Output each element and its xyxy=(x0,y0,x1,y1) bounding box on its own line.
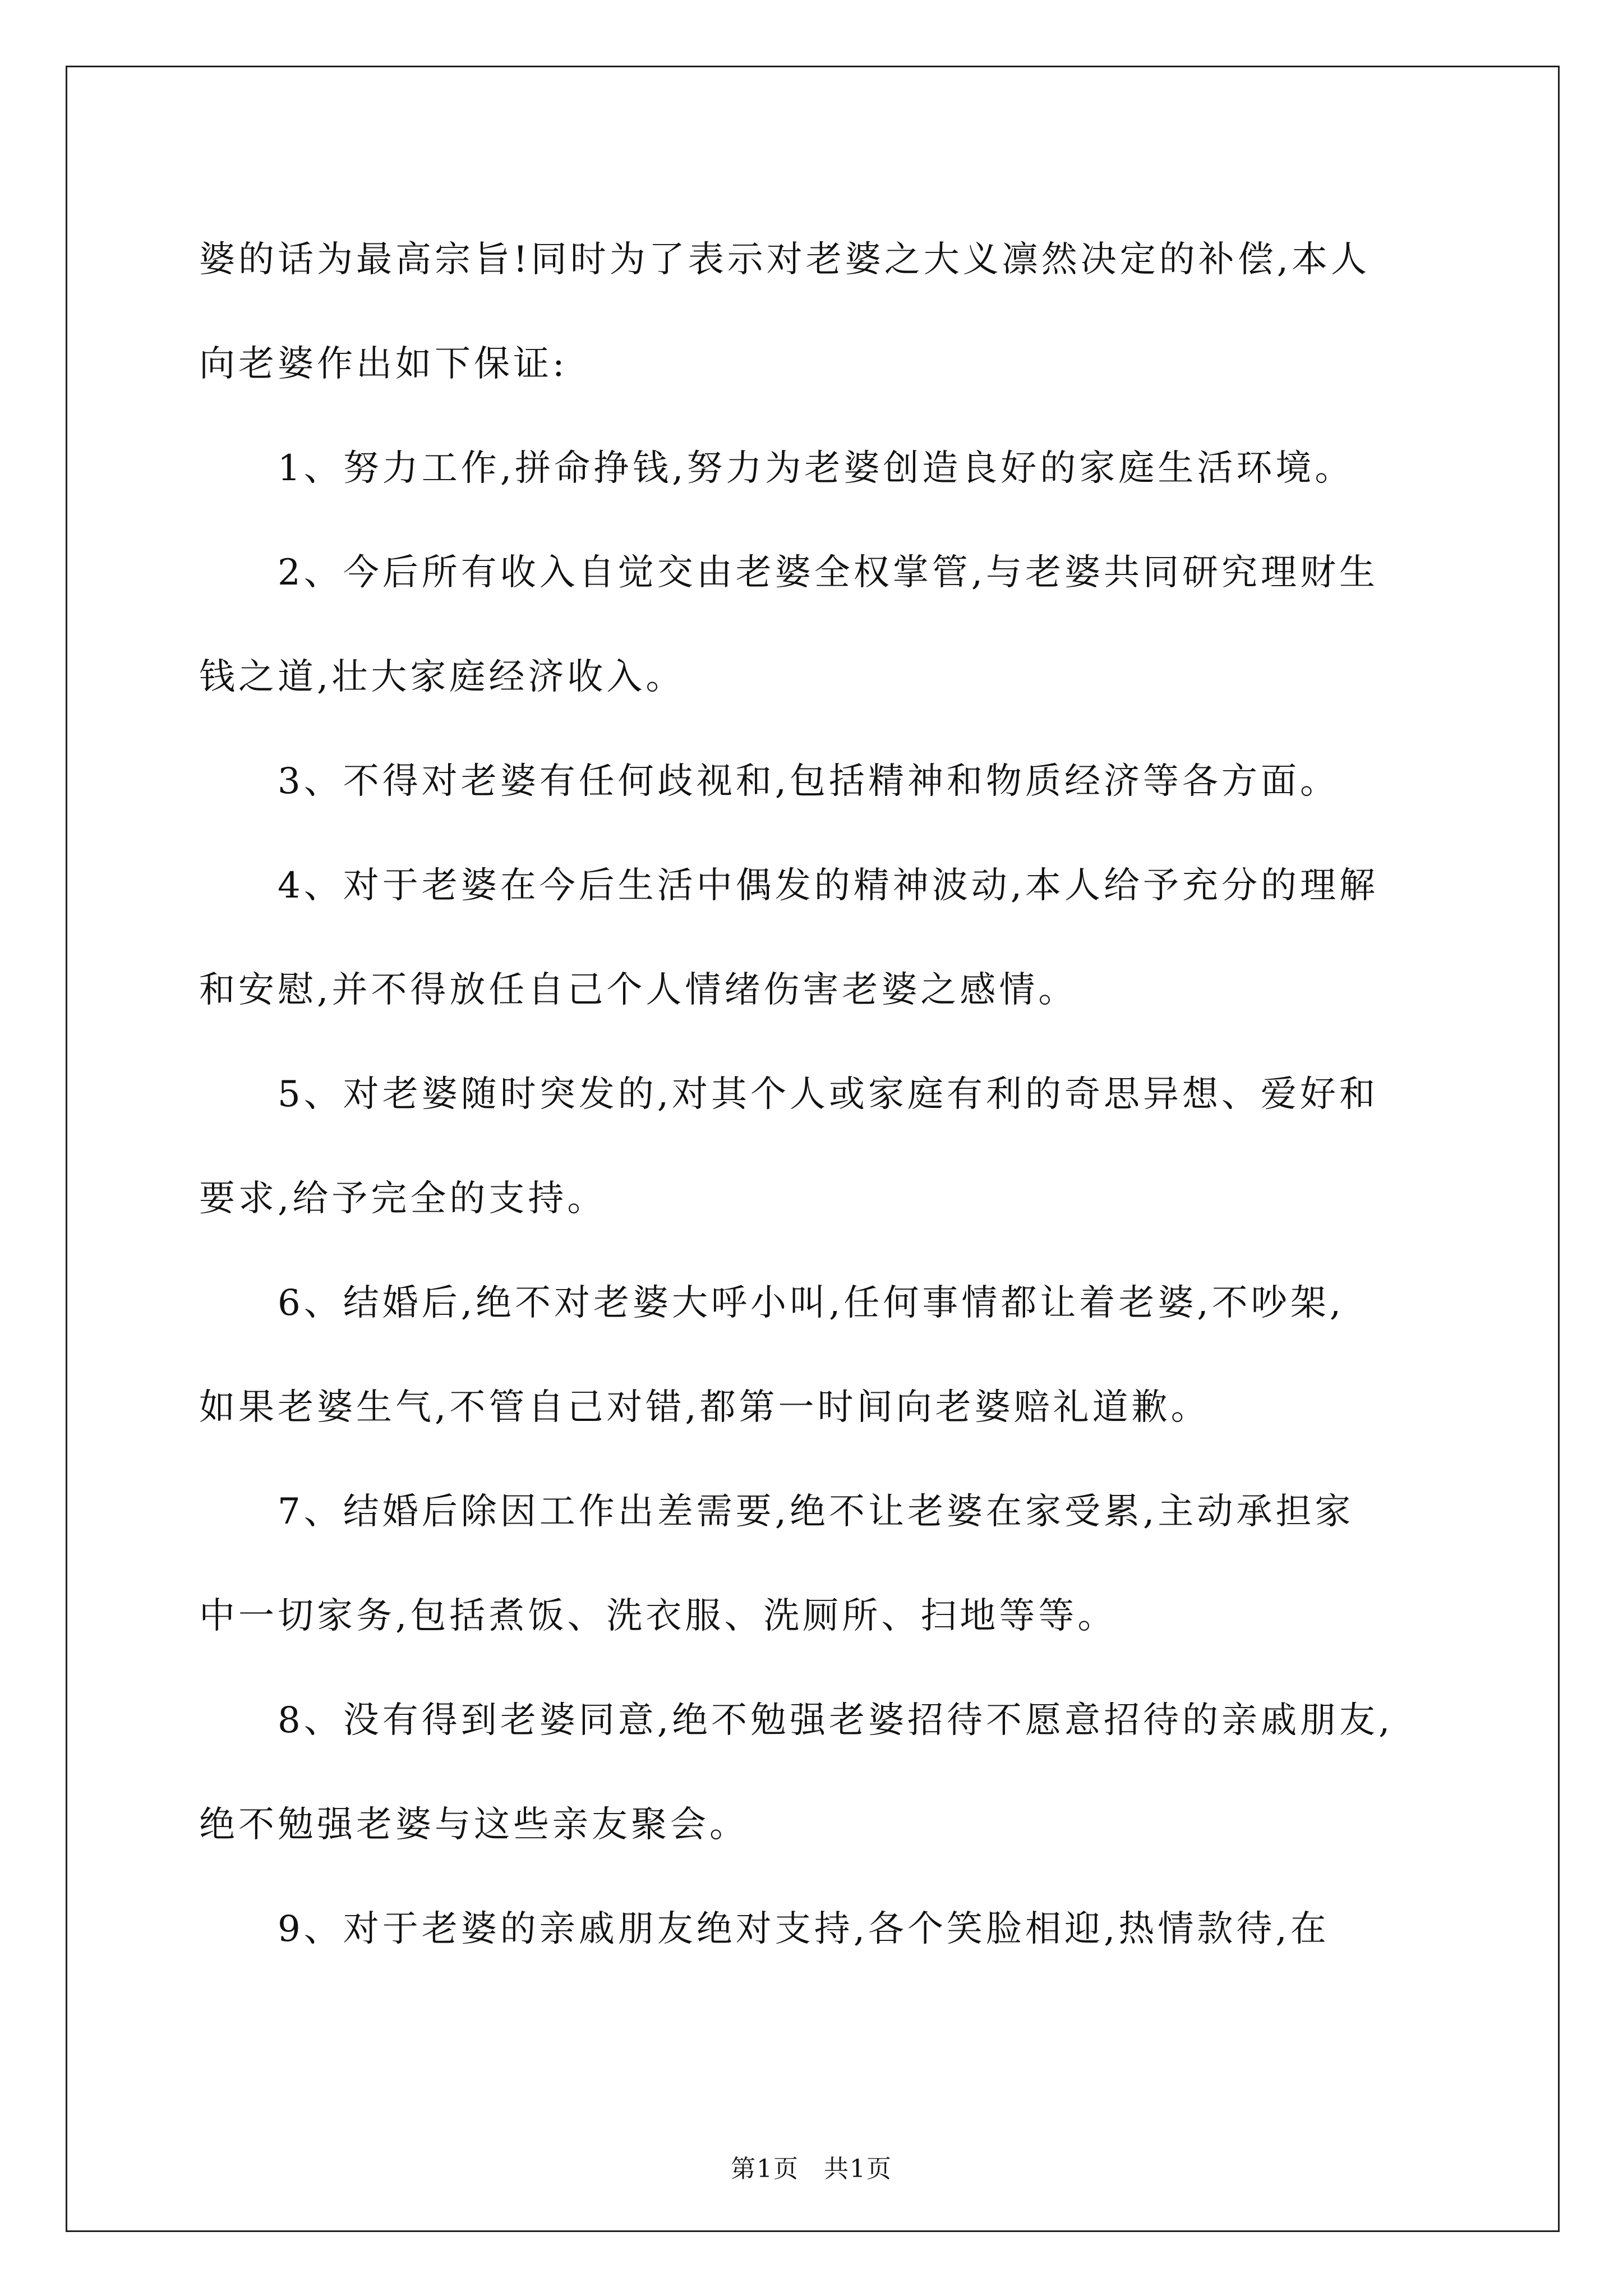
paragraph-continuation-line: 中一切家务,包括煮饭、洗衣服、洗厕所、扫地等等。 xyxy=(199,1595,1117,1637)
paragraph-line: 8、没有得到老婆同意,绝不勉强老婆招待不愿意招待的亲戚朋友, xyxy=(278,1700,1394,1741)
paragraph-line: 3、不得对老婆有任何歧视和,包括精神和物质经济等各方面。 xyxy=(278,761,1340,802)
page-total: 共1页 xyxy=(824,2155,892,2183)
paragraph-line: 婆的话为最高宗旨!同时为了表示对老婆之大义凛然决定的补偿,本人 xyxy=(199,239,1371,280)
paragraph-continuation-line: 向老婆作出如下保证: xyxy=(199,343,568,385)
paragraph-line: 6、结婚后,绝不对老婆大呼小叫,任何事情都让着老婆,不吵架, xyxy=(278,1282,1345,1324)
page-footer xyxy=(0,2148,1623,2184)
paragraph-continuation-line: 钱之道,壮大家庭经济收入。 xyxy=(199,656,685,698)
paragraph-line: 9、对于老婆的亲戚朋友绝对支持,各个笑脸相迎,热情款待,在 xyxy=(278,1908,1330,1950)
paragraph-list xyxy=(199,208,1427,1981)
paragraph-continuation-line: 绝不勉强老婆与这些亲友聚会。 xyxy=(199,1804,749,1846)
paragraph-line: 7、结婚后除因工作出差需要,绝不让老婆在家受累,主动承担家 xyxy=(278,1491,1354,1533)
page-number: 第1页 xyxy=(731,2155,799,2183)
paragraph-line: 1、努力工作,拼命挣钱,努力为老婆创造良好的家庭生活环境。 xyxy=(278,448,1354,489)
document-body xyxy=(199,208,1427,1981)
paragraph-continuation-line: 和安慰,并不得放任自己个人情绪伤害老婆之感情。 xyxy=(199,969,1078,1011)
paragraph-continuation-line: 如果老婆生气,不管自己对错,都第一时间向老婆赔礼道歉。 xyxy=(199,1387,1210,1428)
paragraph-line: 4、对于老婆在今后生活中偶发的精神波动,本人给予充分的理解 xyxy=(278,865,1379,907)
paragraph-line: 5、对老婆随时突发的,对其个人或家庭有利的奇思异想、爱好和 xyxy=(278,1074,1379,1115)
paragraph-continuation-line: 要求,给予完全的支持。 xyxy=(199,1178,607,1220)
paragraph-line: 2、今后所有收入自觉交由老婆全权掌管,与老婆共同研究理财生 xyxy=(278,552,1379,593)
